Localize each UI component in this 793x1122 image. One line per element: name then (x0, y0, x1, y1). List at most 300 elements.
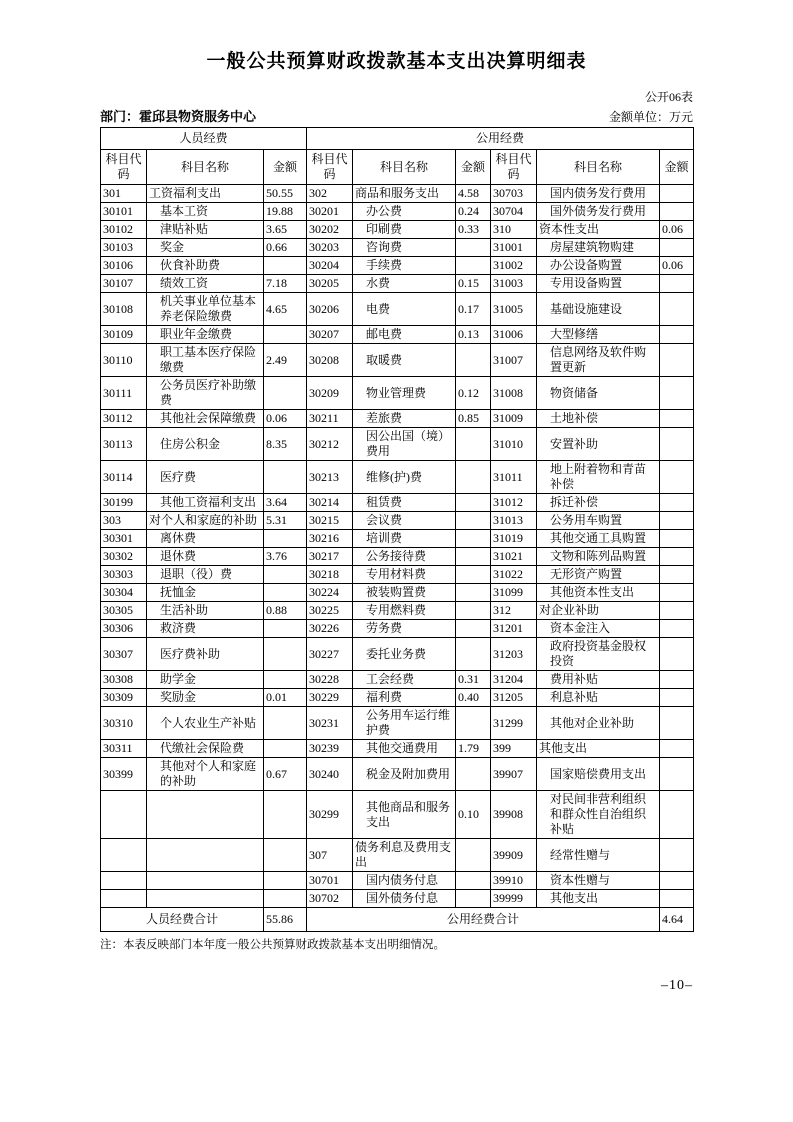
amount-cell: 0.33 (456, 221, 491, 239)
amount-cell: 2.49 (264, 344, 307, 377)
subject-name-cell: 个人农业生产补贴 (147, 707, 264, 740)
subject-code-cell: 30218 (307, 566, 353, 584)
subject-code-cell: 30103 (101, 239, 147, 257)
amount-cell (660, 461, 694, 494)
subject-name-cell: 其他支出 (537, 740, 660, 758)
subject-code-cell: 30308 (101, 671, 147, 689)
subject-code-cell: 303 (101, 512, 147, 530)
subject-name-cell: 差旅费 (353, 410, 456, 428)
table-row (101, 671, 694, 689)
table-row (101, 890, 694, 908)
amount-cell (456, 530, 491, 548)
table-row (101, 326, 694, 344)
subject-code-cell: 30304 (101, 584, 147, 602)
subject-name-cell: 邮电费 (353, 326, 456, 344)
subject-code-cell: 31012 (491, 494, 537, 512)
amount-unit-label: 金额单位：万元 (608, 110, 693, 124)
amount-cell (660, 890, 694, 908)
amount-cell (264, 890, 307, 908)
totals-row (101, 908, 694, 932)
subject-code-cell (101, 872, 147, 890)
amount-cell (264, 584, 307, 602)
subject-code-cell: 30201 (307, 203, 353, 221)
subject-code-cell: 30231 (307, 707, 353, 740)
subject-code-cell: 30213 (307, 461, 353, 494)
subject-code-cell: 30240 (307, 758, 353, 791)
subject-name-cell: 专用材料费 (353, 566, 456, 584)
subject-code-cell: 39908 (491, 791, 537, 839)
amount-cell (456, 584, 491, 602)
table-row (101, 638, 694, 671)
subject-code-cell: 31013 (491, 512, 537, 530)
subject-code-cell: 30108 (101, 293, 147, 326)
subject-code-cell: 30102 (101, 221, 147, 239)
subject-name-cell: 利息补贴 (537, 689, 660, 707)
subject-name-cell: 助学金 (147, 671, 264, 689)
amount-cell (264, 620, 307, 638)
amount-cell (660, 428, 694, 461)
subject-name-cell: 水费 (353, 275, 456, 293)
subject-name-cell: 公务员医疗补助缴费 (147, 377, 264, 410)
subject-code-cell: 30702 (307, 890, 353, 908)
subject-name-cell: 会议费 (353, 512, 456, 530)
subject-code-cell: 31011 (491, 461, 537, 494)
subject-name-cell: 其他社会保障缴费 (147, 410, 264, 428)
subject-name-cell: 房屋建筑物购建 (537, 239, 660, 257)
subject-name-cell: 其他工资福利支出 (147, 494, 264, 512)
amount-cell (660, 689, 694, 707)
subject-code-cell: 30107 (101, 275, 147, 293)
subject-name-cell: 福利费 (353, 689, 456, 707)
amount-cell: 0.67 (264, 758, 307, 791)
subject-name-cell (147, 791, 264, 839)
amount-cell: 4.65 (264, 293, 307, 326)
table-row (101, 512, 694, 530)
subject-name-cell: 绩效工资 (147, 275, 264, 293)
amount-cell (264, 326, 307, 344)
subject-name-cell (147, 872, 264, 890)
subject-code-cell: 30203 (307, 239, 353, 257)
amount-cell (660, 620, 694, 638)
table-row (101, 602, 694, 620)
subject-code-cell: 31006 (491, 326, 537, 344)
public-funds-group-header: 公用经费 (307, 128, 694, 150)
subject-code-cell: 312 (491, 602, 537, 620)
subject-code-cell: 31203 (491, 638, 537, 671)
subject-name-cell: 政府投资基金股权投资 (537, 638, 660, 671)
subject-name-cell: 住房公积金 (147, 428, 264, 461)
subject-code-cell: 307 (307, 839, 353, 872)
subject-code-cell: 30199 (101, 494, 147, 512)
subject-code-cell: 30703 (491, 185, 537, 203)
subject-name-cell: 职业年金缴费 (147, 326, 264, 344)
subject-name-cell: 电费 (353, 293, 456, 326)
subject-name-cell: 无形资产购置 (537, 566, 660, 584)
subject-code-cell: 30205 (307, 275, 353, 293)
amount-cell (660, 671, 694, 689)
amount-cell (456, 548, 491, 566)
amount-cell (264, 791, 307, 839)
subject-name-cell: 大型修缮 (537, 326, 660, 344)
amount-cell (456, 890, 491, 908)
table-row (101, 275, 694, 293)
col-header-subject-name-1: 科目名称 (147, 150, 264, 185)
amount-cell (264, 530, 307, 548)
subject-name-cell: 委托业务费 (353, 638, 456, 671)
subject-name-cell: 基本工资 (147, 203, 264, 221)
amount-cell (264, 707, 307, 740)
subject-name-cell: 其他商品和服务支出 (353, 791, 456, 839)
amount-cell (660, 530, 694, 548)
amount-cell (660, 494, 694, 512)
amount-cell: 5.31 (264, 512, 307, 530)
table-row (101, 548, 694, 566)
subject-name-cell: 医疗费补助 (147, 638, 264, 671)
amount-cell (456, 602, 491, 620)
subject-name-cell: 代缴社会保险费 (147, 740, 264, 758)
subject-code-cell: 31299 (491, 707, 537, 740)
amount-cell (660, 602, 694, 620)
amount-cell: 50.55 (264, 185, 307, 203)
subject-name-cell: 租赁费 (353, 494, 456, 512)
table-row (101, 377, 694, 410)
subject-name-cell: 其他交通工具购置 (537, 530, 660, 548)
subject-name-cell: 对企业补助 (537, 602, 660, 620)
subject-code-cell: 31002 (491, 257, 537, 275)
table-row (101, 872, 694, 890)
subject-name-cell: 退职（役）费 (147, 566, 264, 584)
subject-code-cell: 30228 (307, 671, 353, 689)
amount-cell (660, 185, 694, 203)
subject-name-cell: 公务用车购置 (537, 512, 660, 530)
col-header-subject-name-2: 科目名称 (353, 150, 456, 185)
col-header-subject-code-2: 科目代码 (307, 150, 353, 185)
col-header-subject-code-1: 科目代码 (101, 150, 147, 185)
amount-cell (456, 512, 491, 530)
amount-cell: 0.10 (456, 791, 491, 839)
subject-code-cell: 30206 (307, 293, 353, 326)
amount-cell (456, 707, 491, 740)
subject-name-cell: 手续费 (353, 257, 456, 275)
subject-code-cell: 30399 (101, 758, 147, 791)
table-row (101, 494, 694, 512)
amount-cell (660, 758, 694, 791)
subject-code-cell: 30239 (307, 740, 353, 758)
subject-name-cell: 对民间非营利组织和群众性自治组织补贴 (537, 791, 660, 839)
subject-code-cell: 310 (491, 221, 537, 239)
subject-name-cell: 其他对企业补助 (537, 707, 660, 740)
amount-cell (264, 377, 307, 410)
table-row (101, 257, 694, 275)
subject-code-cell: 30111 (101, 377, 147, 410)
amount-cell: 0.01 (264, 689, 307, 707)
amount-cell (660, 707, 694, 740)
amount-cell (660, 839, 694, 872)
amount-cell (660, 377, 694, 410)
amount-cell (456, 344, 491, 377)
subject-name-cell: 培训费 (353, 530, 456, 548)
subject-name-cell: 因公出国（境）费用 (353, 428, 456, 461)
table-row (101, 740, 694, 758)
amount-cell (456, 620, 491, 638)
subject-code-cell: 39907 (491, 758, 537, 791)
subject-code-cell: 31005 (491, 293, 537, 326)
amount-cell: 0.06 (660, 221, 694, 239)
table-footer (101, 908, 694, 932)
subject-name-cell: 其他交通费用 (353, 740, 456, 758)
amount-cell (264, 671, 307, 689)
subject-code-cell: 30305 (101, 602, 147, 620)
amount-cell (660, 584, 694, 602)
public-total-value: 4.64 (660, 908, 694, 932)
amount-cell (660, 293, 694, 326)
subject-name-cell: 咨询费 (353, 239, 456, 257)
table-row (101, 203, 694, 221)
subject-code-cell: 399 (491, 740, 537, 758)
table-row (101, 791, 694, 839)
subject-name-cell: 工会经费 (353, 671, 456, 689)
subject-name-cell: 印刷费 (353, 221, 456, 239)
subject-code-cell: 30114 (101, 461, 147, 494)
amount-cell (264, 257, 307, 275)
amount-cell: 0.85 (456, 410, 491, 428)
subject-code-cell: 31003 (491, 275, 537, 293)
subject-code-cell: 30202 (307, 221, 353, 239)
subject-name-cell: 资本性支出 (537, 221, 660, 239)
personnel-total-label: 人员经费合计 (101, 908, 264, 932)
amount-cell (660, 791, 694, 839)
subject-code-cell: 31205 (491, 689, 537, 707)
subject-code-cell: 39909 (491, 839, 537, 872)
subject-code-cell: 30211 (307, 410, 353, 428)
table-row (101, 221, 694, 239)
col-header-subject-code-3: 科目代码 (491, 150, 537, 185)
amount-cell (456, 428, 491, 461)
form-number-label: 公开06表 (644, 90, 693, 104)
subject-name-cell: 奖励金 (147, 689, 264, 707)
subject-name-cell: 办公费 (353, 203, 456, 221)
table-row (101, 566, 694, 584)
amount-cell (264, 566, 307, 584)
amount-cell (456, 494, 491, 512)
subject-code-cell: 301 (101, 185, 147, 203)
subject-name-cell: 国外债务付息 (353, 890, 456, 908)
table-row (101, 707, 694, 740)
page-number: –10– (661, 978, 693, 993)
amount-cell: 0.13 (456, 326, 491, 344)
amount-cell (456, 638, 491, 671)
amount-cell (660, 275, 694, 293)
subject-name-cell: 生活补助 (147, 602, 264, 620)
subject-name-cell: 税金及附加费用 (353, 758, 456, 791)
subject-code-cell: 30212 (307, 428, 353, 461)
subject-name-cell: 职工基本医疗保险缴费 (147, 344, 264, 377)
subject-code-cell: 30701 (307, 872, 353, 890)
amount-cell: 1.79 (456, 740, 491, 758)
subject-code-cell: 30110 (101, 344, 147, 377)
subject-code-cell: 30301 (101, 530, 147, 548)
amount-cell (660, 512, 694, 530)
subject-name-cell: 安置补助 (537, 428, 660, 461)
amount-cell: 7.18 (264, 275, 307, 293)
subject-code-cell: 30209 (307, 377, 353, 410)
col-header-amount-3: 金额 (660, 150, 694, 185)
subject-code-cell: 30302 (101, 548, 147, 566)
subject-name-cell: 资本性赠与 (537, 872, 660, 890)
subject-code-cell: 31009 (491, 410, 537, 428)
subject-code-cell: 30227 (307, 638, 353, 671)
table-header (101, 128, 694, 185)
subject-code-cell: 30109 (101, 326, 147, 344)
subject-code-cell: 31099 (491, 584, 537, 602)
subject-name-cell: 取暖费 (353, 344, 456, 377)
subject-code-cell: 30208 (307, 344, 353, 377)
subject-name-cell: 医疗费 (147, 461, 264, 494)
subject-code-cell: 31008 (491, 377, 537, 410)
amount-cell (456, 461, 491, 494)
amount-cell: 0.66 (264, 239, 307, 257)
amount-cell: 0.12 (456, 377, 491, 410)
subject-name-cell: 其他对个人和家庭的补助 (147, 758, 264, 791)
subject-code-cell (101, 839, 147, 872)
table-group-header-row (101, 128, 694, 150)
subject-code-cell: 302 (307, 185, 353, 203)
amount-cell: 0.15 (456, 275, 491, 293)
subject-name-cell: 其他支出 (537, 890, 660, 908)
subject-name-cell: 拆迁补偿 (537, 494, 660, 512)
table-row (101, 344, 694, 377)
amount-cell: 4.58 (456, 185, 491, 203)
subject-code-cell: 30216 (307, 530, 353, 548)
amount-cell (660, 326, 694, 344)
subject-name-cell: 工资福利支出 (147, 185, 264, 203)
table-column-header-row (101, 150, 694, 185)
subject-name-cell: 专用燃料费 (353, 602, 456, 620)
subject-code-cell: 30106 (101, 257, 147, 275)
subject-name-cell: 伙食补助费 (147, 257, 264, 275)
subject-code-cell: 31001 (491, 239, 537, 257)
amount-cell: 19.88 (264, 203, 307, 221)
subject-name-cell: 劳务费 (353, 620, 456, 638)
public-total-label: 公用经费合计 (307, 908, 660, 932)
subject-code-cell: 30101 (101, 203, 147, 221)
amount-cell (264, 839, 307, 872)
amount-cell (660, 548, 694, 566)
subject-code-cell: 31019 (491, 530, 537, 548)
amount-cell (456, 566, 491, 584)
table-row (101, 185, 694, 203)
subject-code-cell: 31022 (491, 566, 537, 584)
amount-cell: 0.06 (264, 410, 307, 428)
amount-cell: 0.88 (264, 602, 307, 620)
amount-cell: 0.06 (660, 257, 694, 275)
amount-cell (660, 872, 694, 890)
subject-name-cell: 物资储备 (537, 377, 660, 410)
table-row (101, 461, 694, 494)
subject-code-cell: 31204 (491, 671, 537, 689)
subject-code-cell: 31007 (491, 344, 537, 377)
expenditure-detail-table (100, 127, 694, 932)
subject-name-cell: 其他资本性支出 (537, 584, 660, 602)
subject-code-cell: 30207 (307, 326, 353, 344)
subject-name-cell: 办公设备购置 (537, 257, 660, 275)
subject-name-cell: 抚恤金 (147, 584, 264, 602)
subject-name-cell: 资本金注入 (537, 620, 660, 638)
amount-cell (660, 740, 694, 758)
amount-cell (264, 638, 307, 671)
amount-cell: 3.76 (264, 548, 307, 566)
col-header-amount-2: 金额 (456, 150, 491, 185)
subject-name-cell: 机关事业单位基本养老保险缴费 (147, 293, 264, 326)
table-note: 注：本表反映部门本年度一般公共预算财政拨款基本支出明细情况。 (100, 939, 445, 951)
subject-code-cell: 30311 (101, 740, 147, 758)
subject-name-cell: 商品和服务支出 (353, 185, 456, 203)
subject-code-cell: 31010 (491, 428, 537, 461)
personnel-funds-group-header: 人员经费 (101, 128, 307, 150)
amount-cell: 0.40 (456, 689, 491, 707)
subject-code-cell: 39910 (491, 872, 537, 890)
subject-code-cell: 30214 (307, 494, 353, 512)
subject-name-cell (147, 839, 264, 872)
subject-name-cell (147, 890, 264, 908)
amount-cell: 8.35 (264, 428, 307, 461)
subject-name-cell: 专用设备购置 (537, 275, 660, 293)
subject-name-cell: 国内债务付息 (353, 872, 456, 890)
subject-code-cell: 30215 (307, 512, 353, 530)
personnel-total-value: 55.86 (264, 908, 307, 932)
subject-code-cell: 31201 (491, 620, 537, 638)
amount-cell (660, 566, 694, 584)
subject-name-cell: 经常性赠与 (537, 839, 660, 872)
amount-cell: 3.65 (264, 221, 307, 239)
subject-code-cell: 30217 (307, 548, 353, 566)
table-body (101, 185, 694, 908)
subject-code-cell: 39999 (491, 890, 537, 908)
subject-name-cell: 国外债务发行费用 (537, 203, 660, 221)
subject-code-cell: 30307 (101, 638, 147, 671)
subject-name-cell: 津贴补贴 (147, 221, 264, 239)
amount-cell: 0.24 (456, 203, 491, 221)
subject-code-cell: 30224 (307, 584, 353, 602)
table-row (101, 620, 694, 638)
department-label: 部门：霍邱县物资服务中心 (100, 109, 257, 124)
amount-cell (264, 740, 307, 758)
amount-cell (660, 239, 694, 257)
subject-code-cell (101, 890, 147, 908)
amount-cell (660, 638, 694, 671)
table-row (101, 428, 694, 461)
amount-cell (264, 872, 307, 890)
subject-name-cell: 离休费 (147, 530, 264, 548)
table-row (101, 839, 694, 872)
table-row (101, 410, 694, 428)
subject-code-cell: 30226 (307, 620, 353, 638)
subject-name-cell: 退休费 (147, 548, 264, 566)
subject-code-cell: 30704 (491, 203, 537, 221)
amount-cell (456, 839, 491, 872)
amount-cell (456, 872, 491, 890)
subject-name-cell: 国家赔偿费用支出 (537, 758, 660, 791)
table-row (101, 689, 694, 707)
subject-code-cell: 30303 (101, 566, 147, 584)
subject-name-cell: 债务利息及费用支出 (353, 839, 456, 872)
subject-code-cell: 30204 (307, 257, 353, 275)
table-row (101, 530, 694, 548)
table-row (101, 758, 694, 791)
subject-name-cell: 被装购置费 (353, 584, 456, 602)
amount-cell (660, 203, 694, 221)
subject-code-cell: 30225 (307, 602, 353, 620)
